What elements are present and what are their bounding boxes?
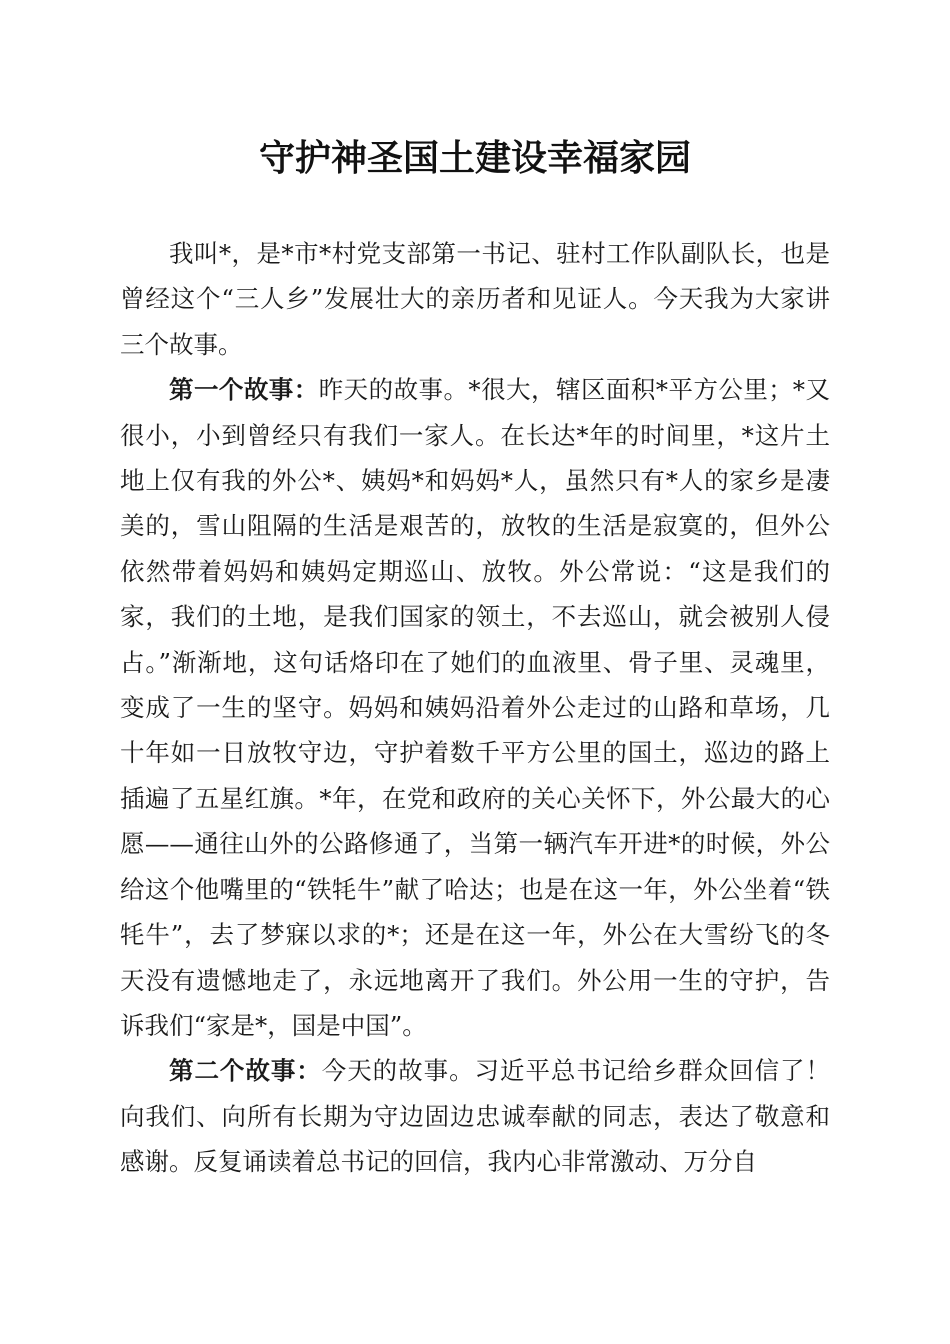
paragraph-story-two <box>120 1048 830 1184</box>
document-body <box>120 231 830 1185</box>
paragraph-heading: 第二个故事： <box>169 1056 322 1086</box>
paragraph-text: 今天的故事。习近平总书记给乡群众回信了！向我们、向所有长期为守边固边忠诚奉献的同志，表达了敬意和感谢。反复诵读着总书记的回信，我内心非常激动、万分自 <box>120 1056 831 1177</box>
paragraph-text: 昨天的故事。*很大，辖区面积*平方公里；*又很小，小到曾经只有我们一家人。在长达*年的时间里，*这片土地上仅有我的外公*、姨妈*和妈妈*人，虽然只有*人的家乡是凄美的，雪山阻隔的生活是艰苦的，放牧的生活是寂寞的，但外公依然带着妈妈和姨妈定期巡山、放牧。外公常说：“这是我们的家，我们的土地，是我们国家的领土，不去巡山，就会被别人侵占。”渐渐地，这句话烙印在了她们的血液里、骨子里、灵魂里，变成了一生的坚守。妈妈和姨妈沿着外公走过的山路和草场，几十年如一日放牧守边，守护着数千平方公里的国土，巡边的路上插遍了五星红旗。*年，在党和政府的关心关怀下，外公最大的心愿——通往山外的公路修通了，当第一辆汽车开进*的时候，外公给这个他嘴里的“铁牦牛”献了哈达；也是在这一年，外公坐着“铁牦牛”，去了梦寐以求的*；还是在这一年，外公在大雪纷飞的冬天没有遗憾地走了，永远地离开了我们。外公用一生的守护，告诉我们“家是*，国是中国”。 <box>120 375 831 1040</box>
paragraph-intro <box>120 231 830 367</box>
paragraph-story-one <box>120 367 830 1048</box>
paragraph-heading: 第一个故事： <box>169 375 319 405</box>
document-title: 守护神圣国土建设幸福家园 <box>258 137 691 179</box>
paragraph-text: 我叫*，是*市*村党支部第一书记、驻村工作队副队长，也是曾经这个“三人乡”发展壮大的亲历者和见证人。今天我为大家讲三个故事。 <box>120 239 830 359</box>
